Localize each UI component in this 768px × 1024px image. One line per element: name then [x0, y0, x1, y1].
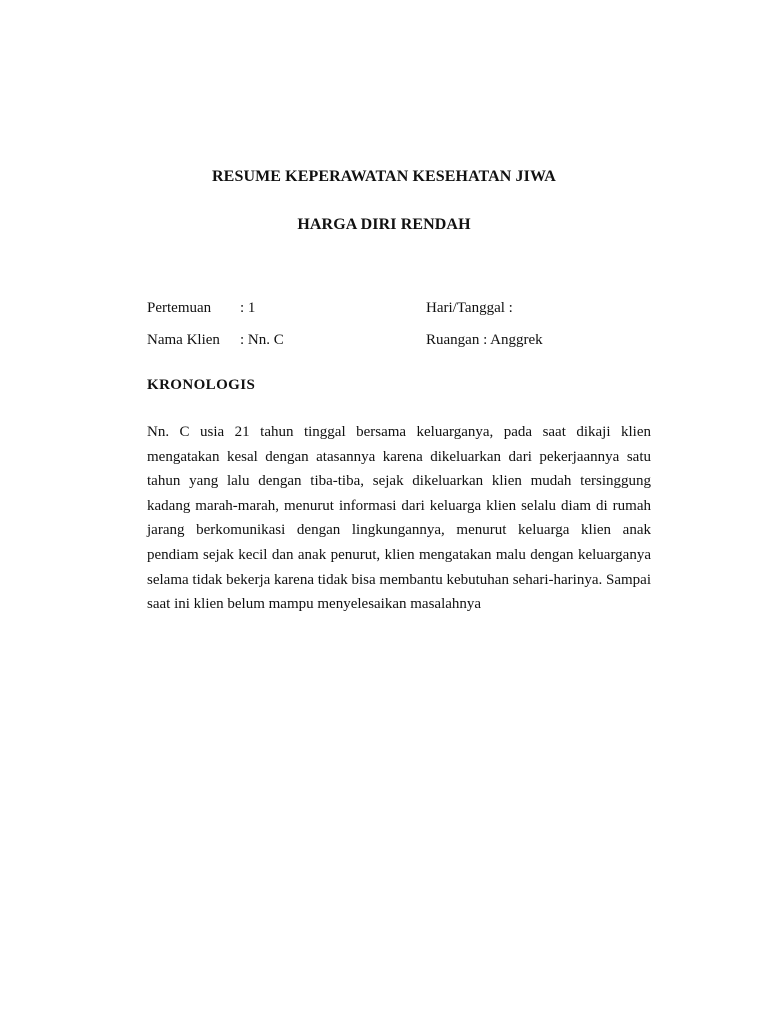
document-title: RESUME KEPERAWATAN KESEHATAN JIWA	[212, 168, 556, 185]
section-heading-kronologis: KRONOLOGIS	[147, 377, 256, 393]
document-subtitle: HARGA DIRI RENDAH	[297, 216, 471, 233]
kronologis-paragraph: Nn. C usia 21 tahun tinggal bersama keluarganya, pada saat dikaji klien mengatakan kesal dengan atasannya karena dikeluarkan dari pekerjaannya satu tahun yang lalu dengan tiba-tiba, sejak dikeluarkan klien mudah tersinggung kadang marah-marah, menurut informasi dari keluarga klien selalu diam di rumah jarang berkomunikasi dengan lingkungannya, menurut keluarga klien anak pendiam sejak kecil dan anak penurut, klien mengatakan malu dengan keluarganya selama tidak bekerja karena tidak bisa membantu kebutuhan sehari-harinya. Sampai saat ini klien belum mampu menyelesaikan masalahnya	[147, 424, 651, 613]
ruangan-field: Ruangan : Anggrek	[426, 332, 543, 348]
hari-tanggal-field: Hari/Tanggal :	[426, 300, 513, 316]
pertemuan-value: : 1	[240, 300, 256, 316]
pertemuan-label: Pertemuan	[147, 300, 212, 316]
nama-klien-value: : Nn. C	[240, 332, 284, 348]
nama-klien-label: Nama Klien	[147, 332, 220, 348]
